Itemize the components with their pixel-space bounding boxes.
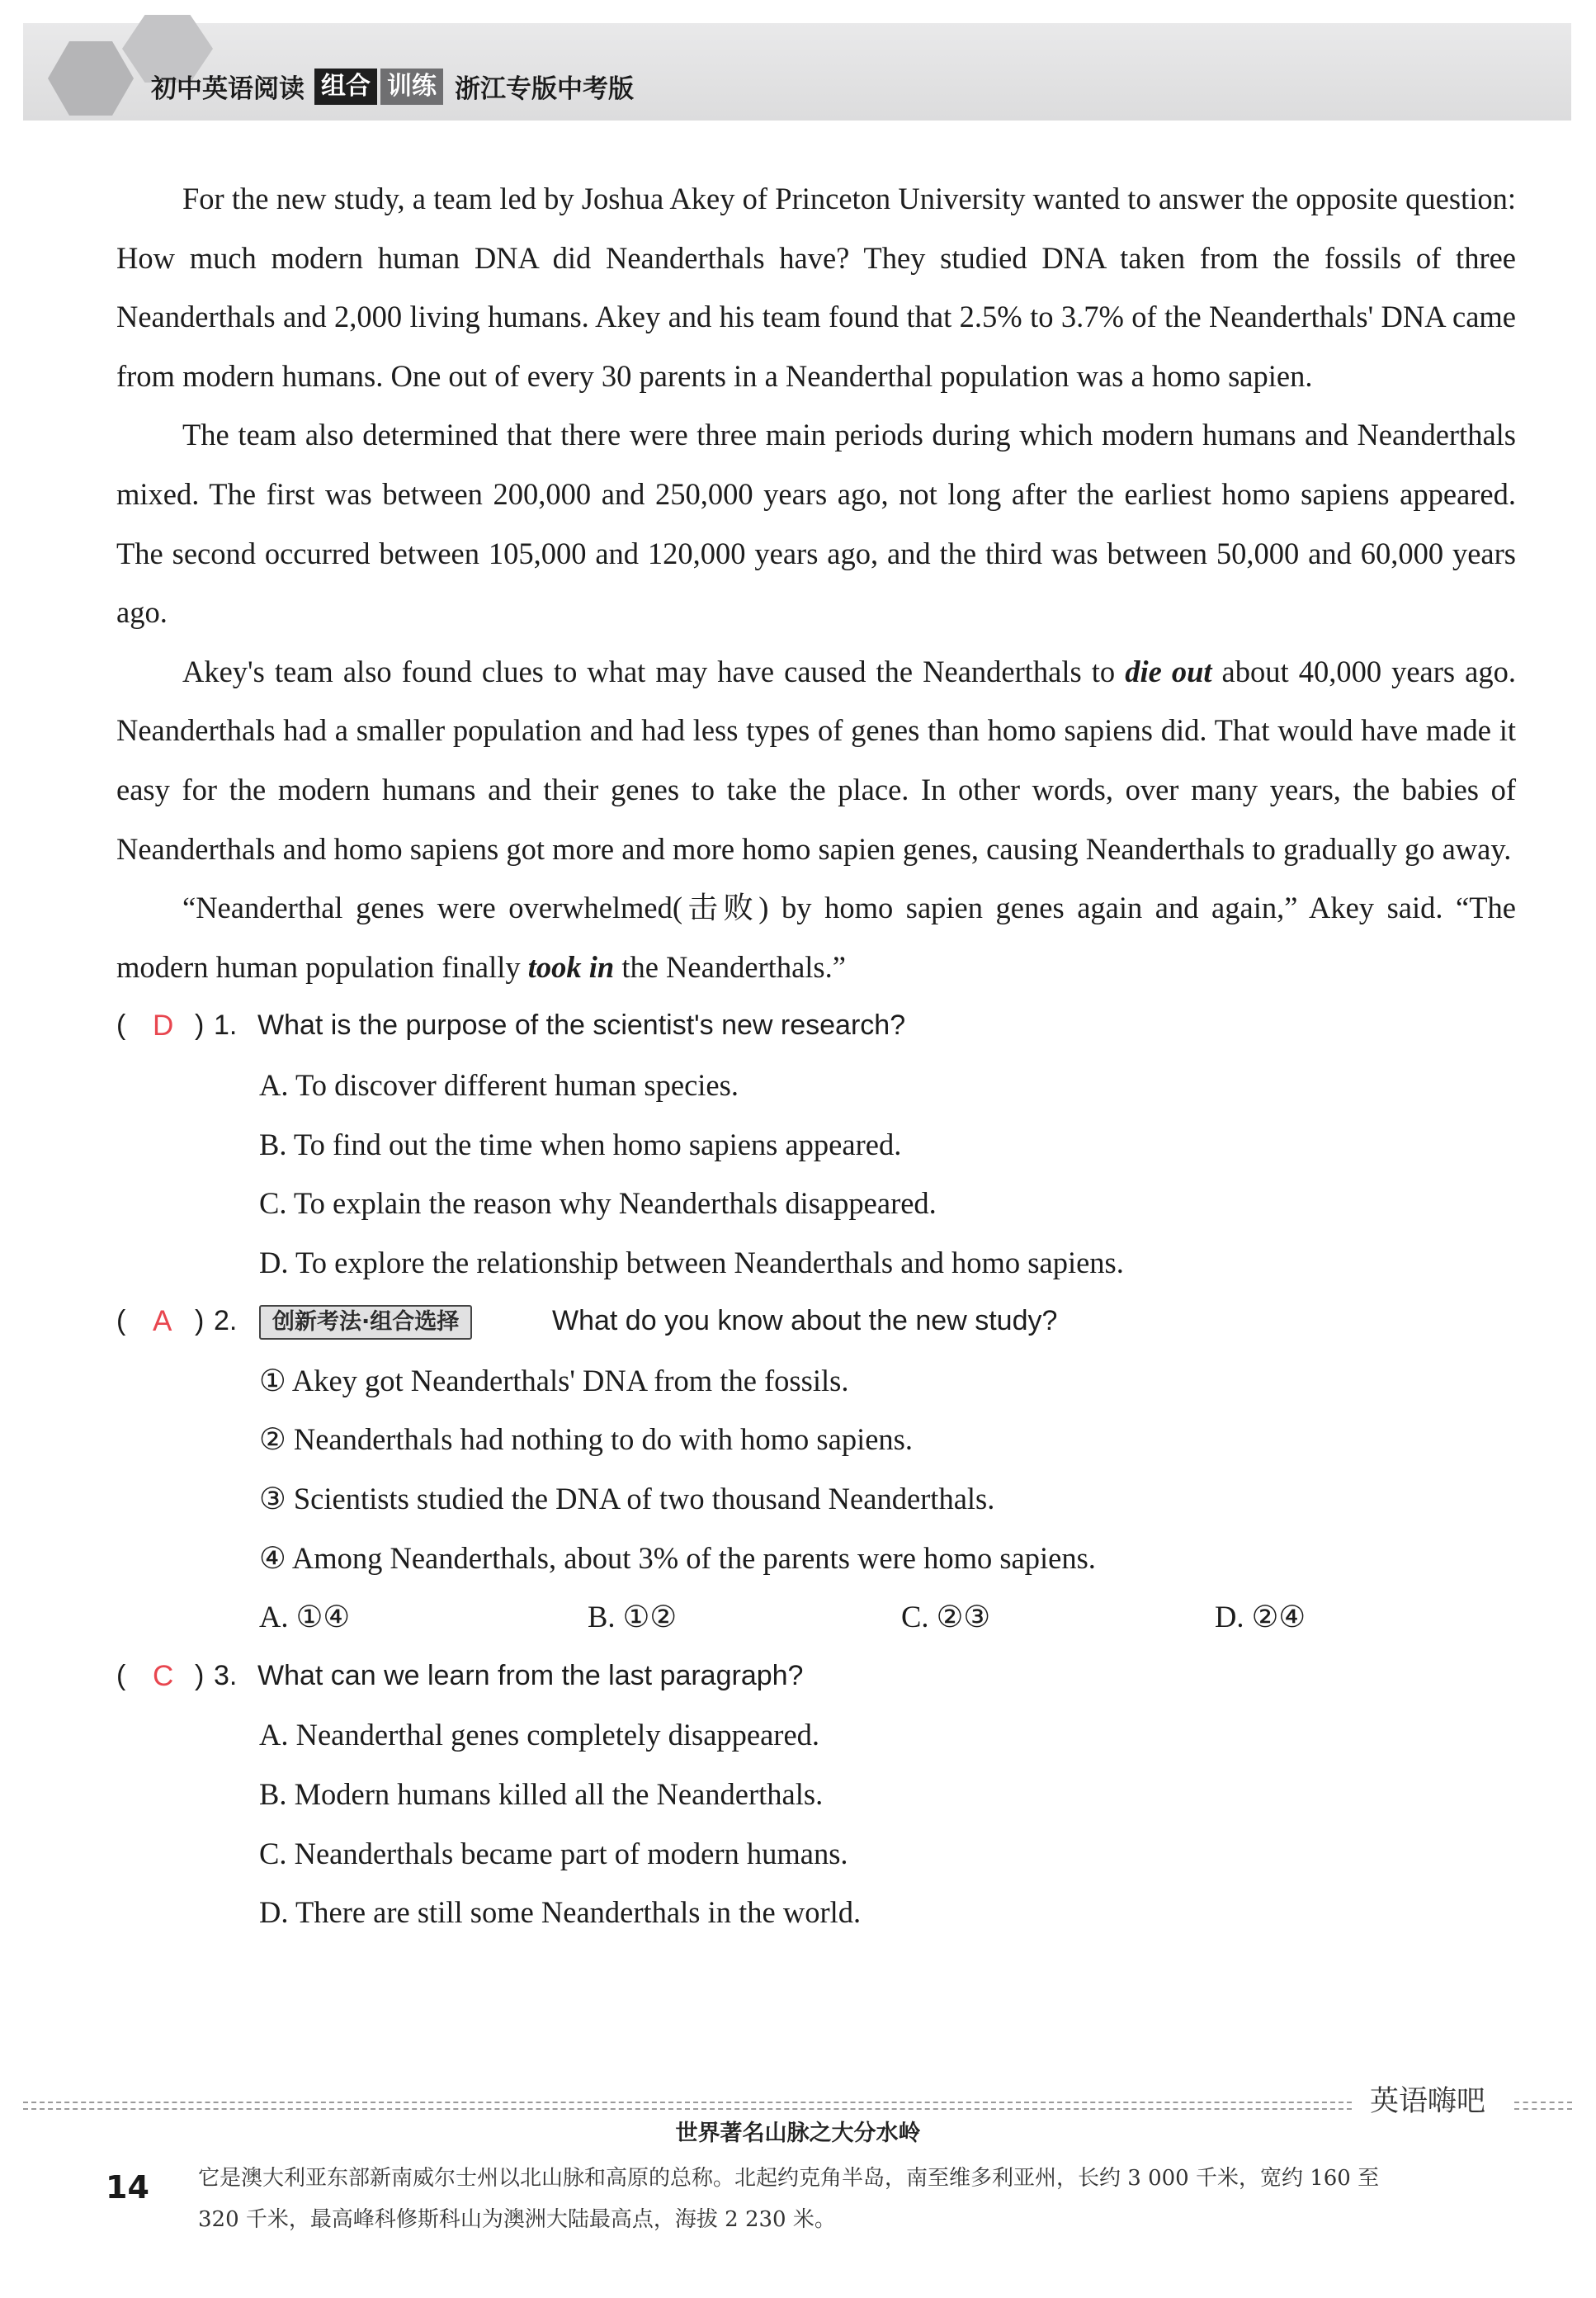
question-2-answer: A xyxy=(153,1305,172,1338)
question-3-answer: C xyxy=(153,1659,174,1692)
page-number: 14 xyxy=(106,2169,149,2206)
question-2-number: 2. xyxy=(214,1305,238,1337)
question-2-statement-4: ④ Among Neanderthals, about 3% of the parents were homo sapiens. xyxy=(259,1540,1096,1575)
question-1-option-c: C. To explain the reason why Neanderthals disappeared. xyxy=(259,1186,937,1221)
reading-content xyxy=(116,169,1516,1942)
question-2-choice-c: C. ②③ xyxy=(901,1600,991,1634)
question-2-statement-2: ② Neanderthals had nothing to do with homo sapiens. xyxy=(259,1422,914,1457)
book-title-tag-training: 训练 xyxy=(380,69,443,105)
question-1-text: What is the purpose of the scientist's new research? xyxy=(257,1010,906,1042)
question-3-option-d: D. There are still some Neanderthals in the world. xyxy=(259,1895,862,1930)
question-1-option-a: A. To discover different human species. xyxy=(259,1067,739,1102)
hexagon-decoration-icon xyxy=(48,41,134,116)
emphasized-phrase-die-out: die out xyxy=(1125,654,1212,688)
answer-bracket-open: ( xyxy=(116,1305,126,1337)
footer-divider xyxy=(23,2108,1352,2110)
answer-bracket-open: ( xyxy=(116,1659,126,1691)
passage-paragraph-1: For the new study, a team led by Joshua Akey of Princeton University wanted to answer the opposite question: How much modern human DNA did Neanderthals have? They studied DNA taken from the fossils of three Neanderthals and 2,000 living humans. Akey and his team found that 2.5% to 3.7% of the Neanderthals' DNA came from modern humans. One out of every 30 parents in a Neanderthal population was a homo sapien. xyxy=(116,182,1516,393)
book-title-tag-combo: 组合 xyxy=(314,69,377,105)
question-2-statement-1: ① Akey got Neanderthals' DNA from the fossils. xyxy=(259,1363,849,1397)
question-2-choice-a: A. ①④ xyxy=(259,1600,351,1634)
answer-bracket-close: ) xyxy=(195,1659,205,1691)
answer-bracket-open: ( xyxy=(116,1010,126,1042)
fun-fact-text: 它是澳大利亚东部新南威尔士州以北山脉和高原的总称。北起约克角半岛，南至维多利亚州，长约 3 000 千米，宽约 160 至 320 千米，最高峰科修斯科山为澳洲大陆最高点，海拔 2 230 米。 xyxy=(198,2166,1380,2232)
question-1-answer: D xyxy=(153,1010,174,1043)
question-2-choice-d: D. ②④ xyxy=(1215,1600,1306,1634)
answer-bracket-close: ) xyxy=(195,1010,205,1042)
question-1 xyxy=(116,996,1516,1056)
question-type-badge: 创新考法·组合选择 xyxy=(259,1305,472,1340)
passage-paragraph-3-start: Akey's team also found clues to what may have caused the Neanderthals to xyxy=(182,654,1126,688)
book-title-prefix: 初中英语阅读 xyxy=(151,74,305,104)
question-3-number: 3. xyxy=(214,1659,238,1691)
footer-brand-label: 英语嗨吧 xyxy=(1370,2085,1486,2118)
question-2-choice-b: B. ①② xyxy=(588,1600,678,1634)
passage-paragraph-3-end: about 40,000 years ago. Neanderthals had a smaller population and had less types of genes than homo sapiens did. That would have made it easy for the modern humans and their genes to take the place. In other words, over many years, the babies of Neanderthals and homo sapiens got more and more homo sapien genes, causing Neanderthals to gradually go away. xyxy=(116,654,1516,866)
passage-paragraph-2: The team also determined that there were three main periods during which modern humans and Neanderthals mixed. The first was between 200,000 and 250,000 years ago, not long after the earliest homo sapiens appeared. The second occurred between 105,000 and 120,000 years ago, and the third was between 50,000 and 60,000 years ago. xyxy=(116,418,1516,630)
question-1-option-d: D. To explore the relationship between Neanderthals and homo sapiens. xyxy=(259,1245,1124,1279)
book-title xyxy=(151,68,634,105)
book-title-suffix: 浙江专版中考版 xyxy=(455,74,634,104)
question-3-text: What can we learn from the last paragraph? xyxy=(257,1659,804,1691)
question-1-option-b: B. To find out the time when homo sapiens appeared. xyxy=(259,1127,902,1161)
passage-paragraph-4-end: the Neanderthals.” xyxy=(614,949,846,984)
footer-divider xyxy=(23,2102,1352,2103)
question-3-option-c: C. Neanderthals became part of modern humans. xyxy=(259,1836,848,1870)
footer-divider xyxy=(1514,2108,1572,2110)
question-3 xyxy=(116,1647,1516,1706)
question-1-number: 1. xyxy=(214,1010,238,1042)
passage-paragraph-4-start: “Neanderthal genes were overwhelmed(击败) by homo sapien genes again and again,” Akey said. “The modern human population finally xyxy=(116,891,1516,984)
passage-paragraph-3 xyxy=(116,642,1516,878)
passage-paragraph-4 xyxy=(116,878,1516,996)
answer-bracket-close: ) xyxy=(195,1305,205,1337)
question-2-statement-3: ③ Scientists studied the DNA of two thousand Neanderthals. xyxy=(259,1482,995,1516)
fun-fact-title: 世界著名山脉之大分水岭 xyxy=(675,2121,921,2146)
question-3-option-a: A. Neanderthal genes completely disappeared. xyxy=(259,1718,820,1752)
emphasized-phrase-took-in: took in xyxy=(527,949,615,984)
footer-divider xyxy=(1514,2102,1572,2103)
question-2 xyxy=(116,1292,1516,1351)
question-2-choices xyxy=(116,1587,1516,1647)
question-3-option-b: B. Modern humans killed all the Neanderthals. xyxy=(259,1777,824,1812)
question-2-text: What do you know about the new study? xyxy=(552,1305,1058,1337)
page-header xyxy=(23,23,1571,121)
